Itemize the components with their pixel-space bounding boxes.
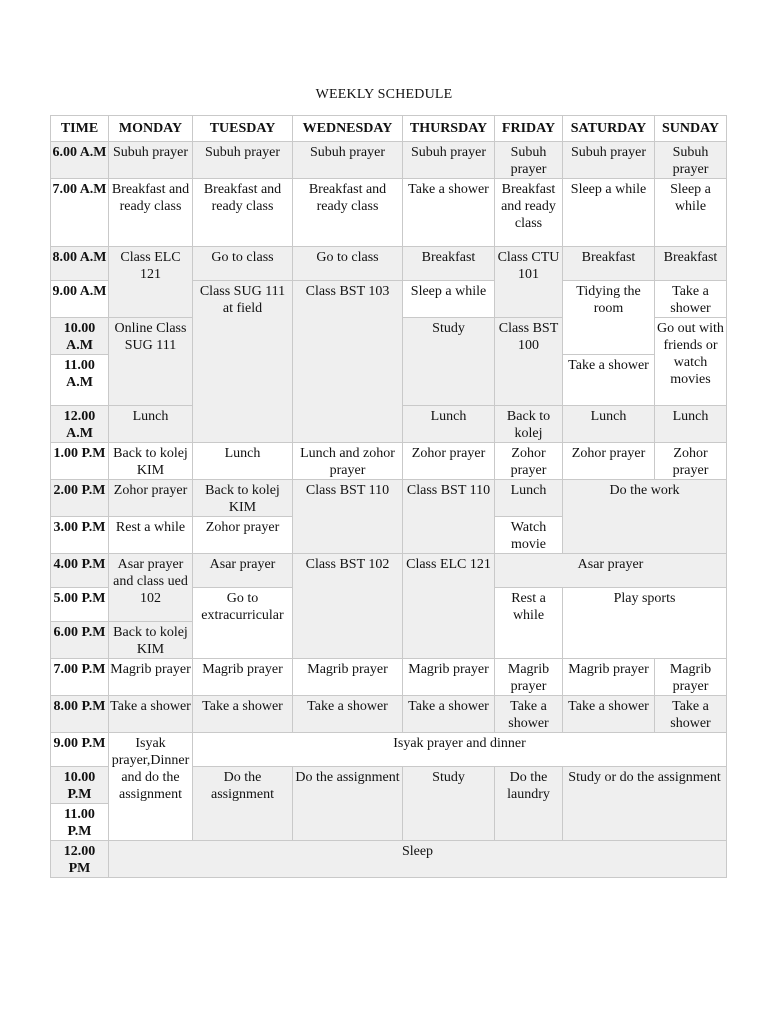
table-row (51, 247, 727, 281)
schedule-cell: Lunch and zohor prayer (293, 443, 403, 480)
table-row (51, 841, 727, 878)
schedule-cell: Take a shower (655, 696, 727, 733)
schedule-cell: Breakfast (655, 247, 727, 281)
time-cell: 11.00 P.M (51, 804, 109, 841)
schedule-cell: Magrib prayer (563, 659, 655, 696)
schedule-cell: Subuh prayer (563, 142, 655, 179)
time-cell: 12.00 PM (51, 841, 109, 878)
schedule-cell: Back to kolej KIM (193, 480, 293, 517)
schedule-cell: Do the assignment (293, 767, 403, 841)
schedule-cell: Subuh prayer (403, 142, 495, 179)
schedule-cell: Lunch (655, 406, 727, 443)
header-wednesday: WEDNESDAY (293, 116, 403, 142)
schedule-cell: Do the work (563, 480, 727, 554)
schedule-cell: Go to extracurricular (193, 588, 293, 659)
page-title: WEEKLY SCHEDULE (315, 87, 453, 102)
schedule-cell: Magrib prayer (495, 659, 563, 696)
schedule-cell: Magrib prayer (655, 659, 727, 696)
time-cell: 3.00 P.M (51, 517, 109, 554)
schedule-cell: Class ELC 121 (109, 247, 193, 318)
schedule-cell: Rest a while (495, 588, 563, 659)
schedule-cell: Zohor prayer (655, 443, 727, 480)
table-row (51, 443, 727, 480)
schedule-cell: Do the laundry (495, 767, 563, 841)
header-time: TIME (51, 116, 109, 142)
schedule-cell: Asar prayer (193, 554, 293, 588)
schedule-cell: Magrib prayer (403, 659, 495, 696)
table-row (51, 696, 727, 733)
schedule-cell: Study or do the assignment (563, 767, 727, 841)
time-cell: 2.00 P.M (51, 480, 109, 517)
time-cell: 11.00 A.M (51, 355, 109, 406)
time-cell: 5.00 P.M (51, 588, 109, 622)
schedule-cell: Class BST 110 (293, 480, 403, 554)
schedule-cell: Watch movie (495, 517, 563, 554)
schedule-cell: Isyak prayer,Dinner and do the assignment (109, 733, 193, 841)
schedule-cell: Subuh prayer (193, 142, 293, 179)
schedule-cell: Take a shower (193, 696, 293, 733)
schedule-cell: Zohor prayer (495, 443, 563, 480)
schedule-cell: Go to class (293, 247, 403, 281)
schedule-cell: Breakfast and ready class (109, 179, 193, 247)
schedule-cell: Lunch (109, 406, 193, 443)
schedule-cell: Class BST 102 (293, 554, 403, 659)
header-monday: MONDAY (109, 116, 193, 142)
schedule-cell: Sleep a while (403, 281, 495, 318)
time-cell: 10.00 P.M (51, 767, 109, 804)
schedule-cell: Breakfast and ready class (293, 179, 403, 247)
schedule-cell: Class CTU 101 (495, 247, 563, 318)
schedule-cell: Lunch (563, 406, 655, 443)
schedule-cell: Zohor prayer (109, 480, 193, 517)
time-cell: 1.00 P.M (51, 443, 109, 480)
weekly-schedule-table (50, 115, 727, 878)
schedule-cell: Sleep a while (655, 179, 727, 247)
time-cell: 9.00 P.M (51, 733, 109, 767)
schedule-cell: Breakfast and ready class (495, 179, 563, 247)
schedule-cell: Back to kolej KIM (109, 622, 193, 659)
schedule-cell: Sleep (109, 841, 727, 878)
schedule-cell: Back to kolej KIM (109, 443, 193, 480)
schedule-cell: Take a shower (403, 179, 495, 247)
table-row (51, 554, 727, 588)
table-row (51, 480, 727, 517)
schedule-cell: Back to kolej (495, 406, 563, 443)
schedule-cell: Take a shower (655, 281, 727, 318)
schedule-cell: Take a shower (403, 696, 495, 733)
schedule-cell: Isyak prayer and dinner (193, 733, 727, 767)
time-cell: 10.00 A.M (51, 318, 109, 355)
schedule-cell: Magrib prayer (293, 659, 403, 696)
schedule-cell: Breakfast and ready class (193, 179, 293, 247)
header-saturday: SATURDAY (563, 116, 655, 142)
header-friday: FRIDAY (495, 116, 563, 142)
schedule-cell: Breakfast (403, 247, 495, 281)
schedule-cell: Class BST 103 (293, 281, 403, 443)
table-row (51, 179, 727, 247)
table-row (51, 659, 727, 696)
schedule-cell: Go to class (193, 247, 293, 281)
schedule-cell: Study (403, 318, 495, 406)
schedule-cell: Take a shower (495, 696, 563, 733)
schedule-cell: Subuh prayer (109, 142, 193, 179)
time-cell: 4.00 P.M (51, 554, 109, 588)
header-tuesday: TUESDAY (193, 116, 293, 142)
time-cell: 8.00 P.M (51, 696, 109, 733)
schedule-cell: Subuh prayer (655, 142, 727, 179)
schedule-cell: Zohor prayer (403, 443, 495, 480)
schedule-cell: Class BST 100 (495, 318, 563, 406)
schedule-cell: Tidying the room (563, 281, 655, 355)
schedule-cell: Asar prayer (495, 554, 727, 588)
schedule-cell: Lunch (193, 443, 293, 480)
schedule-cell: Breakfast (563, 247, 655, 281)
time-cell: 9.00 A.M (51, 281, 109, 318)
schedule-cell: Asar prayer and class ued 102 (109, 554, 193, 622)
schedule-cell: Study (403, 767, 495, 841)
schedule-cell: Do the assignment (193, 767, 293, 841)
schedule-cell: Sleep a while (563, 179, 655, 247)
header-thursday: THURSDAY (403, 116, 495, 142)
time-cell: 7.00 P.M (51, 659, 109, 696)
schedule-cell: Magrib prayer (193, 659, 293, 696)
time-cell: 7.00 A.M (51, 179, 109, 247)
schedule-cell: Class SUG 111 at field (193, 281, 293, 443)
schedule-cell: Take a shower (563, 355, 655, 406)
schedule-cell: Go out with friends or watch movies (655, 318, 727, 406)
schedule-cell: Take a shower (293, 696, 403, 733)
time-cell: 6.00 A.M (51, 142, 109, 179)
header-row (51, 116, 727, 142)
schedule-cell: Lunch (403, 406, 495, 443)
schedule-cell: Magrib prayer (109, 659, 193, 696)
schedule-cell: Play sports (563, 588, 727, 659)
header-sunday: SUNDAY (655, 116, 727, 142)
schedule-cell: Zohor prayer (563, 443, 655, 480)
schedule-cell: Lunch (495, 480, 563, 517)
time-cell: 8.00 A.M (51, 247, 109, 281)
schedule-cell: Zohor prayer (193, 517, 293, 554)
schedule-cell: Class ELC 121 (403, 554, 495, 659)
schedule-cell: Online Class SUG 111 (109, 318, 193, 406)
schedule-cell: Subuh prayer (495, 142, 563, 179)
schedule-cell: Class BST 110 (403, 480, 495, 554)
table-row (51, 142, 727, 179)
schedule-cell: Rest a while (109, 517, 193, 554)
time-cell: 6.00 P.M (51, 622, 109, 659)
schedule-cell: Subuh prayer (293, 142, 403, 179)
time-cell: 12.00 A.M (51, 406, 109, 443)
schedule-cell: Take a shower (109, 696, 193, 733)
table-row (51, 733, 727, 767)
schedule-cell: Take a shower (563, 696, 655, 733)
